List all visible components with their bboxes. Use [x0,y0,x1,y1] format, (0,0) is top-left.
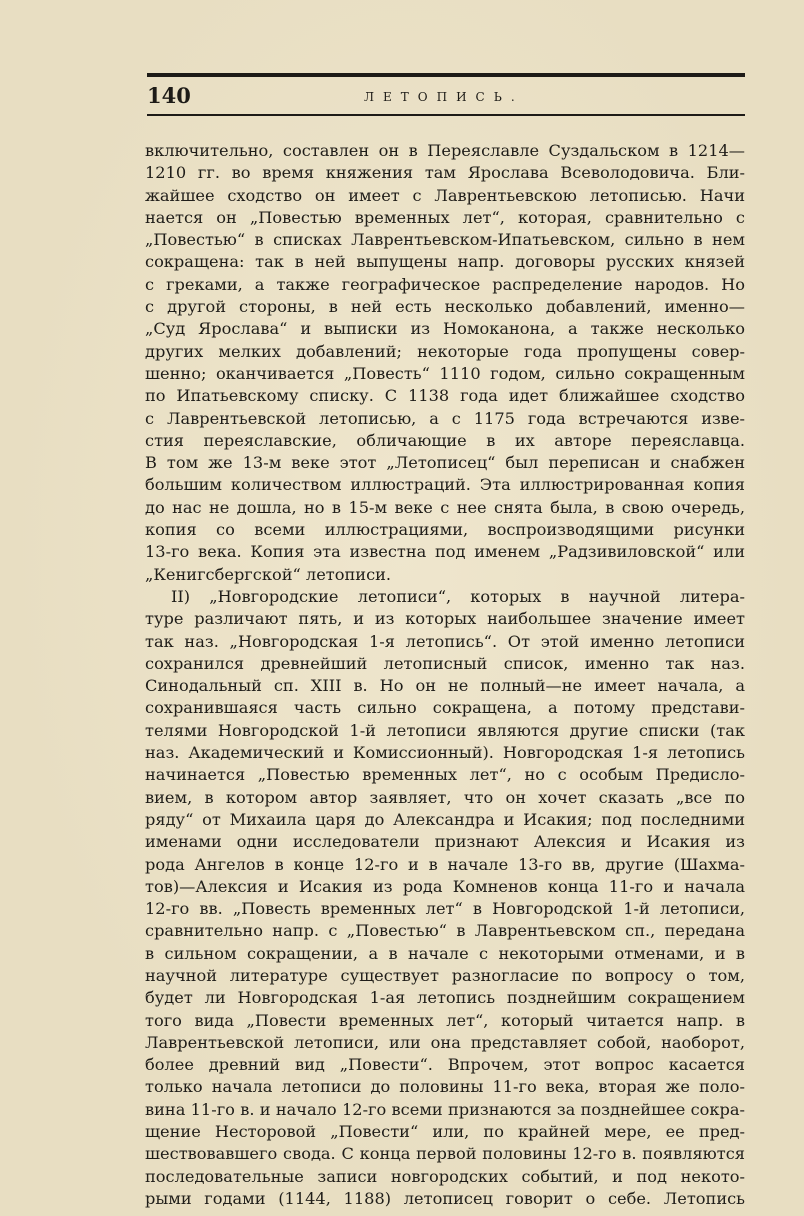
text-line: 13-го века. Копия эта известна под именем „Радзивиловской“ или [145,542,745,562]
text-line: сохранившаяся часть сильно сокращена, а потому представи- [145,698,745,718]
text-line: так наз. „Новгородская 1-я летопись“. От этой именно летописи [145,631,745,651]
text-line: Лаврентьевской летописи, или она представляет собой, наоборот, [145,1032,745,1052]
text-line: сокращена: так в ней выпущены напр. договоры русских князей [145,252,745,272]
text-line: рода Ангелов в конце 12-го и в начале 13-го вв, другие (Шахма- [145,854,745,874]
text-line: вина 11-го в. и начало 12-го всеми признаются за позднейшее сокра- [145,1099,745,1119]
text-line: научной литературе существует разногласие по вопросу о том, [145,965,745,985]
text-line: телями Новгородской 1-й летописи являются другие списки (так [145,720,745,740]
header-bottom-rule [147,114,745,116]
text-line: копия со всеми иллюстрациями, воспроизводящими рисунки [145,520,745,540]
text-line: шенно; оканчивается „Повесть“ 1110 годом, сильно сокращенным [145,363,745,383]
text-line: ряду“ от Михаила царя до Александра и Исакия; под последними [145,809,745,829]
text-line: жайшее сходство он имеет с Лаврентьевскою летописью. Начи [145,185,745,205]
text-line: нается он „Повестью временных лет“, которая, сравнительно с [145,207,745,227]
text-line: стия переяславские, обличающие в их авторе переяславца. [145,430,745,450]
text-line: в сильном сокращении, а в начале с некоторыми отменами, и в [145,943,745,963]
page-number: 140 [147,83,191,108]
text-line: Синодальный сп. XIII в. Но он не полный—не имеет начала, а [145,676,745,696]
text-line: II) „Новгородские летописи“, которых в научной литера- [171,586,745,606]
body-text [145,140,745,1210]
text-line: с греками, а также географическое распределение народов. Но [145,274,745,294]
header-top-rule [147,73,745,77]
text-line: начинается „Повестью временных лет“, но с особым Предисло- [145,765,745,785]
text-line: „Кенигсбергской“ летописи. [145,564,392,584]
text-line: с другой стороны, в ней есть несколько добавлений, именно— [145,297,745,317]
text-line: других мелких добавлений; некоторые года пропущены совер- [145,341,745,361]
text-line: именами одни исследователи признают Алексия и Исакия из [145,832,745,852]
text-line: щение Несторовой „Повести“ или, по крайней мере, ее пред- [145,1122,745,1142]
text-line: наз. Академический и Комиссионный). Новгородская 1-я летопись [145,743,745,763]
text-line: туре различают пять, и из которых наибольшее значение имеет [145,609,745,629]
text-line: более древний вид „Повести“. Впрочем, этот вопрос касается [145,1055,745,1075]
running-head: ЛЕТОПИСЬ. [364,90,524,104]
text-line: с Лаврентьевской летописью, а с 1175 года встречаются изве- [145,408,745,428]
text-line: сохранился древнейший летописный список, именно так наз. [145,653,745,673]
text-line: В том же 13-м веке этот „Летописец“ был переписан и снабжен [145,453,745,473]
text-line: вием, в котором автор заявляет, что он хочет сказать „все по [145,787,745,807]
text-line: большим количеством иллюстраций. Эта иллюстрированная копия [145,475,745,495]
text-line: 12-го вв. „Повесть временных лет“ в Новгородской 1-й летописи, [145,899,745,919]
text-line: „Повестью“ в списках Лаврентьевском-Ипатьевском, сильно в нем [145,230,745,250]
text-line: 1210 гг. во время княжения там Ярослава Всеволодовича. Бли- [145,163,745,183]
text-line: шествовавшего свода. С конца первой половины 12-го в. появляются [145,1144,745,1164]
text-line: рыми годами (1144, 1188) летописец говорит о себе. Летопись [145,1188,745,1208]
text-line: до нас не дошла, но в 15-м веке с нее снята была, в свою очередь, [145,497,745,517]
text-line: будет ли Новгородская 1-ая летопись позднейшим сокращением [145,988,745,1008]
text-line: последовательные записи новгородских событий, и под некото- [145,1166,745,1186]
text-line: только начала летописи до половины 11-го века, вторая же поло- [145,1077,745,1097]
text-line: тов)—Алексия и Исакия из рода Комненов конца 11-го и начала [145,876,745,896]
text-line: „Суд Ярослава“ и выписки из Номоканона, а также несколько [145,319,745,339]
text-line: включительно, составлен он в Переяславле Суздальском в 1214— [145,141,745,160]
text-line: по Ипатьевскому списку. С 1138 года идет ближайшее сходство [145,386,745,406]
text-line: того вида „Повести временных лет“, который читается напр. в [145,1010,745,1030]
text-line: сравнительно напр. с „Повестью“ в Лаврентьевском сп., передана [145,921,745,941]
